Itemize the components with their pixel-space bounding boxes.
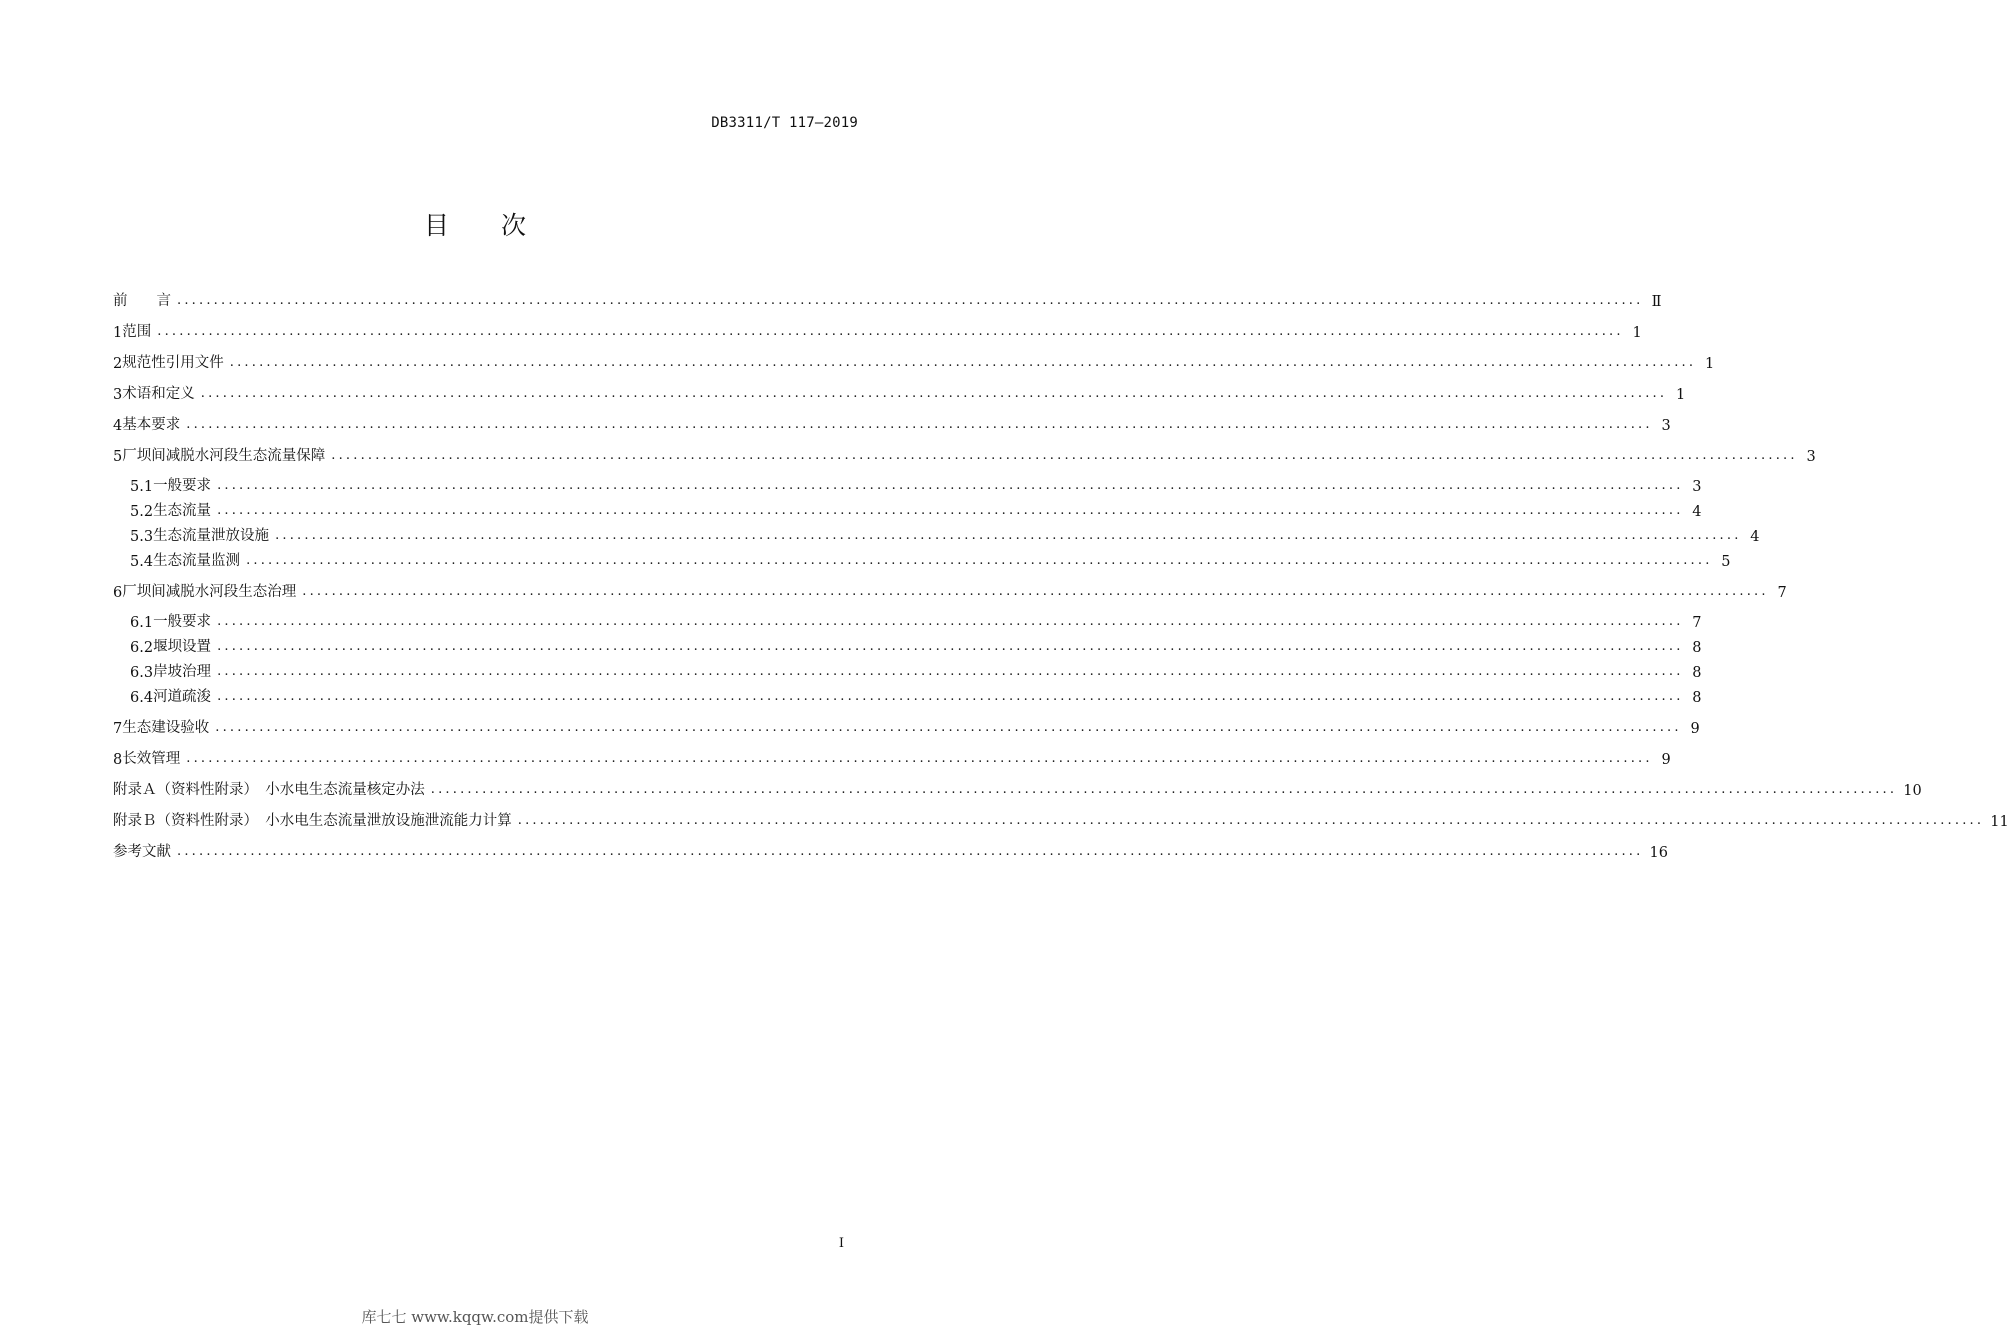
toc-entry-page: 5: [1721, 554, 1731, 570]
toc-entry-label: 厂坝间减脱水河段生态治理: [122, 584, 297, 600]
toc-entry-number: 8: [113, 752, 123, 768]
toc-entry-page: Ⅱ: [1651, 294, 1662, 310]
toc-entry[interactable]: [113, 545, 1731, 570]
page-number: I: [838, 1236, 844, 1251]
toc-entry[interactable]: [113, 656, 1702, 681]
toc-dot-leader: ........................................................................................................................................................................................................: [331, 448, 1798, 463]
toc-entry-number: 7: [113, 721, 123, 737]
toc-entry-number: 5.3: [130, 529, 154, 545]
toc-entry-page: 1: [1632, 325, 1642, 341]
toc-entry[interactable]: [113, 576, 1787, 601]
toc-entry-number: 5.2: [130, 504, 154, 520]
toc-dot-leader: ........................................................................................................................................................................................................: [177, 844, 1644, 859]
toc-dot-leader: ........................................................................................................................................................................................................: [217, 639, 1684, 654]
toc-entry-label: 术语和定义: [122, 386, 195, 402]
toc-entry[interactable]: [113, 378, 1686, 403]
toc-entry-page: 3: [1661, 418, 1671, 434]
toc-entry-label: 一般要求: [153, 478, 212, 494]
toc-dot-leader: ........................................................................................................................................................................................................: [430, 782, 1898, 797]
toc-entry[interactable]: [113, 347, 1715, 372]
toc-entry[interactable]: [113, 409, 1671, 434]
toc-dot-leader: ........................................................................................................................................................................................................: [177, 293, 1644, 308]
toc-entry-number: 5.1: [130, 479, 154, 495]
toc-dot-leader: ........................................................................................................................................................................................................: [215, 720, 1682, 735]
toc-dot-leader: ........................................................................................................................................................................................................: [157, 324, 1624, 339]
toc-entry-number: 6.3: [130, 665, 154, 681]
toc-entry[interactable]: [113, 316, 1642, 341]
toc-dot-leader: ........................................................................................................................................................................................................: [186, 417, 1653, 432]
toc-dot-leader: ........................................................................................................................................................................................................: [217, 503, 1684, 518]
toc-entry-page: 7: [1777, 585, 1787, 601]
toc-entry[interactable]: [113, 520, 1760, 545]
toc-entry[interactable]: [113, 681, 1702, 706]
toc-entry-page: 4: [1692, 504, 1702, 520]
toc-entry-number: 6.1: [130, 615, 154, 631]
toc-entry[interactable]: [113, 286, 1662, 310]
toc-entry[interactable]: [113, 440, 1816, 465]
toc-dot-leader: ........................................................................................................................................................................................................: [200, 386, 1668, 401]
toc-entry[interactable]: [113, 631, 1702, 656]
toc-entry[interactable]: [113, 805, 2009, 830]
toc-entry[interactable]: [113, 712, 1700, 737]
toc-entry-page: 1: [1675, 387, 1686, 403]
toc-entry-label: 生态流量泄放设施: [153, 528, 270, 544]
toc-entry-number: 6.4: [130, 690, 154, 706]
toc-dot-leader: ........................................................................................................................................................................................................: [246, 553, 1713, 568]
toc-dot-leader: ........................................................................................................................................................................................................: [186, 751, 1653, 766]
toc-entry-label: 厂坝间减脱水河段生态流量保障: [122, 448, 326, 464]
toc-entry-page: 1: [1704, 356, 1715, 372]
toc-entry-label: 河道疏浚: [153, 689, 212, 705]
toc-entry-label: 长效管理: [122, 751, 181, 767]
toc-dot-leader: ........................................................................................................................................................................................................: [217, 478, 1684, 493]
toc-entry-label: 前 言: [113, 293, 171, 309]
toc-entry-label: 范围: [122, 324, 152, 340]
toc-dot-leader: ........................................................................................................................................................................................................: [302, 584, 1769, 599]
toc-entry-label: 岸坡治理: [153, 664, 212, 680]
toc-entry-number: 3: [113, 387, 123, 403]
toc-entry[interactable]: [113, 836, 1668, 861]
toc-entry-number: 1: [113, 325, 123, 341]
toc-entry-number: 2: [113, 356, 123, 372]
toc-entry-label: 生态流量监测: [153, 553, 241, 569]
page-title: 目 次: [424, 211, 548, 240]
toc-entry-label: 基本要求: [122, 417, 181, 433]
toc-dot-leader: ........................................................................................................................................................................................................: [217, 614, 1684, 629]
toc-entry-label: 参考文献: [113, 844, 171, 860]
toc-entry-label: 一般要求: [153, 614, 212, 630]
toc-entry-number: 4: [113, 418, 123, 434]
toc-entry-number: 5.4: [130, 554, 154, 570]
toc-entry-label: 规范性引用文件: [122, 355, 224, 371]
toc-entry-page: 8: [1692, 665, 1702, 681]
toc-entry-page: 10: [1903, 783, 1922, 799]
table-of-contents: [113, 286, 2009, 861]
document-code: DB3311/T 117—2019: [711, 115, 858, 131]
toc-entry-number: 6: [113, 585, 123, 601]
toc-entry-page: 9: [1661, 752, 1671, 768]
toc-entry-page: 8: [1692, 640, 1702, 656]
toc-entry-page: 4: [1750, 529, 1760, 545]
toc-entry-number: 6.2: [130, 640, 154, 656]
toc-entry-page: 16: [1649, 845, 1668, 861]
toc-entry[interactable]: [113, 607, 1702, 631]
toc-dot-leader: ........................................................................................................................................................................................................: [229, 355, 1697, 370]
toc-entry-label: 附录Ａ（资料性附录） 小水电生态流量核定办法: [113, 782, 425, 798]
toc-entry[interactable]: [113, 743, 1671, 768]
toc-entry-label: 附录Ｂ（资料性附录） 小水电生态流量泄放设施泄流能力计算: [113, 813, 512, 829]
watermark: 库七七 www.kqqw.com提供下载: [361, 1308, 589, 1326]
toc-entry-page: 3: [1692, 479, 1702, 495]
toc-entry-page: 11: [1990, 814, 2009, 830]
toc-dot-leader: ........................................................................................................................................................................................................: [217, 689, 1684, 704]
toc-dot-leader: ........................................................................................................................................................................................................: [217, 664, 1684, 679]
toc-entry-label: 生态流量: [153, 503, 212, 519]
toc-entry[interactable]: [113, 471, 1702, 495]
toc-entry[interactable]: [113, 495, 1702, 520]
toc-entry-page: 9: [1690, 721, 1700, 737]
toc-entry[interactable]: [113, 774, 1922, 799]
toc-entry-number: 5: [113, 449, 123, 465]
toc-entry-page: 3: [1806, 449, 1816, 465]
toc-entry-page: 8: [1692, 690, 1702, 706]
toc-entry-page: 7: [1692, 615, 1702, 631]
toc-entry-label: 堰坝设置: [153, 639, 212, 655]
toc-entry-label: 生态建设验收: [122, 720, 210, 736]
toc-dot-leader: ........................................................................................................................................................................................................: [275, 528, 1742, 543]
toc-dot-leader: ........................................................................................................................................................................................................: [517, 813, 1985, 828]
